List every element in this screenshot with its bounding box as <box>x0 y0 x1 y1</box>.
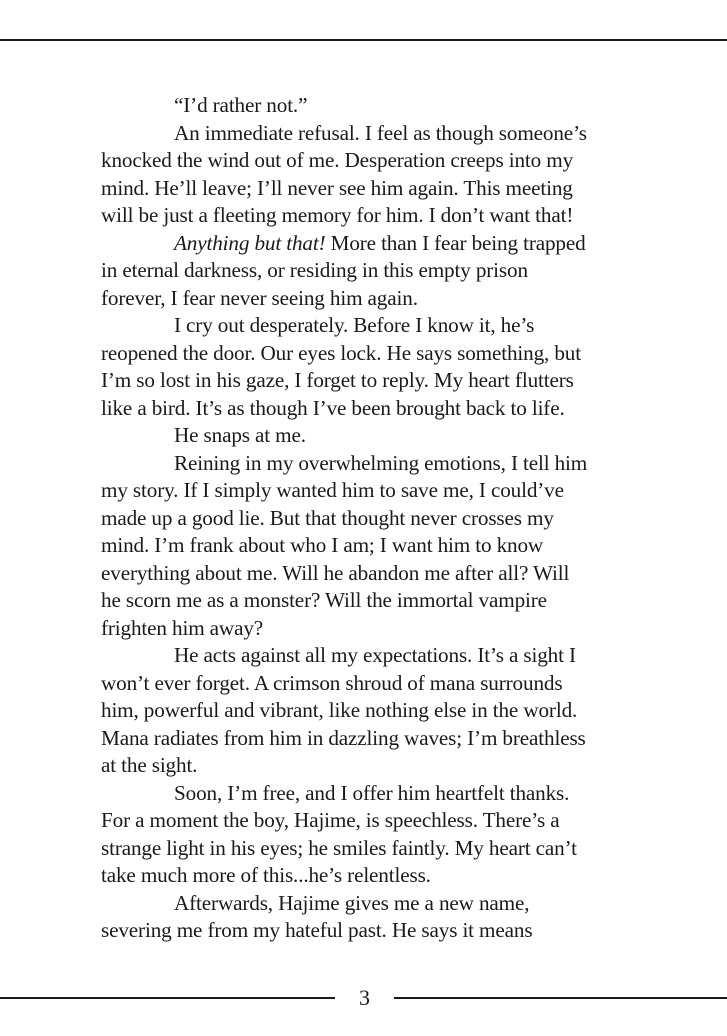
footer-rule-right <box>394 997 727 999</box>
text-line: mind. I’m frank about who I am; I want him to know <box>101 533 544 557</box>
text-line: take much more of this...he’s relentless. <box>101 863 431 887</box>
text-line: Mana radiates from him in dazzling waves; I’m breathless <box>101 725 586 750</box>
text-line: He acts against all my expectations. It’s a sight I <box>174 643 576 667</box>
body-text <box>101 92 646 945</box>
page-number: 3 <box>359 985 370 1010</box>
top-rule <box>0 39 727 41</box>
text-line: Soon, I’m free, and I offer him heartfelt thanks. <box>174 780 570 805</box>
italic-phrase: Anything but that! <box>174 230 326 255</box>
text-line: made up a good lie. But that thought never crosses my <box>101 505 554 530</box>
text-line: frighten him away? <box>101 615 264 640</box>
text-line: mind. He’ll leave; I’ll never see him again. This meeting <box>101 175 573 200</box>
text-line <box>101 230 646 258</box>
text-line: knocked the wind out of me. Desperation creeps into my <box>101 148 574 172</box>
text-line: He snaps at me. <box>174 423 306 447</box>
page-footer <box>0 983 727 1013</box>
text-line: everything about me. Will he abandon me after all? Will <box>101 560 570 585</box>
text-line: I cry out desperately. Before I know it, he’s <box>174 313 535 337</box>
text-line-rest: More than I fear being trapped <box>325 230 586 255</box>
text-line: he scorn me as a monster? Will the immortal vampire <box>101 588 547 612</box>
footer-rule-left <box>0 997 335 999</box>
text-line: reopened the door. Our eyes lock. He says something, but <box>101 340 581 365</box>
text-line: strange light in his eyes; he smiles faintly. My heart can’t <box>101 835 577 860</box>
text-line: my story. If I simply wanted him to save me, I could’ve <box>101 478 564 502</box>
text-line: I’m so lost in his gaze, I forget to reply. My heart flutters <box>101 368 574 392</box>
text-line: forever, I fear never seeing him again. <box>101 285 418 310</box>
text-line: like a bird. It’s as though I’ve been brought back to life. <box>101 395 565 420</box>
text-line: Reining in my overwhelming emotions, I tell him <box>174 450 588 475</box>
text-line: For a moment the boy, Hajime, is speechless. There’s a <box>101 808 560 832</box>
text-line: will be just a fleeting memory for him. I don’t want that! <box>101 203 574 227</box>
text-line: An immediate refusal. I feel as though someone’s <box>174 120 587 145</box>
text-line: him, powerful and vibrant, like nothing else in the world. <box>101 698 578 722</box>
text-line: “I’d rather not.” <box>174 93 308 117</box>
text-line: won’t ever forget. A crimson shroud of mana surrounds <box>101 670 563 695</box>
text-line: at the sight. <box>101 753 198 777</box>
text-line: Afterwards, Hajime gives me a new name, <box>174 890 530 915</box>
text-line: severing me from my hateful past. He says it means <box>101 918 533 942</box>
text-line: in eternal darkness, or residing in this empty prison <box>101 258 528 282</box>
